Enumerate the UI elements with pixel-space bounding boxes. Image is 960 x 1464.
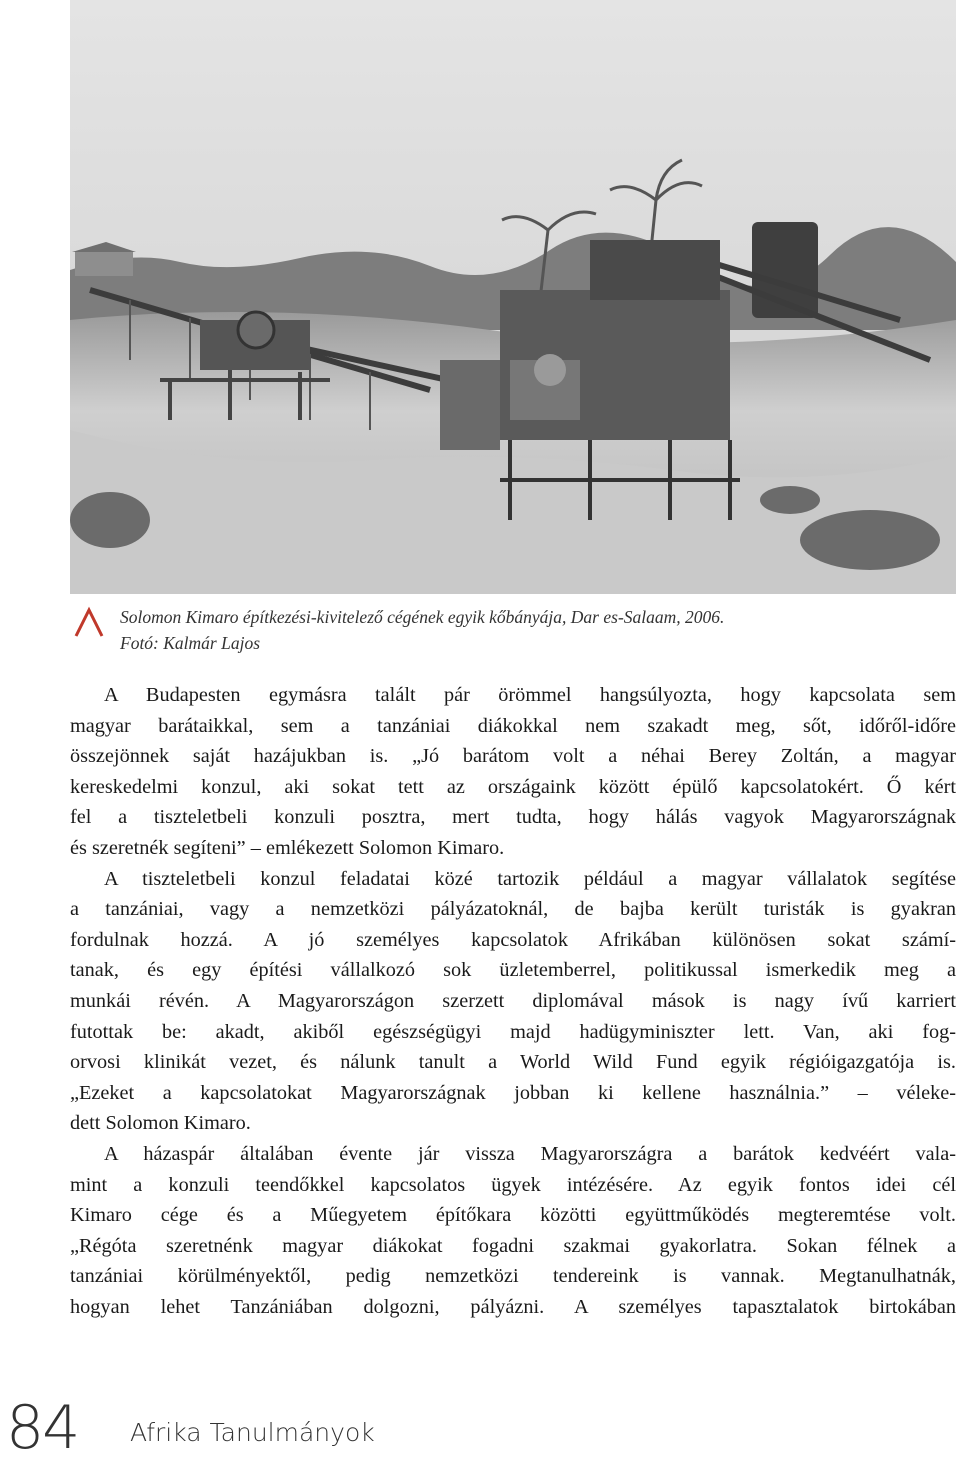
- text-line: tanzániai körülményektől, pedig nemzetközi tendereink is vannak. Megtanulhatnák,: [70, 1265, 956, 1288]
- page-footer: [0, 1392, 960, 1464]
- text-line: munkái révén. A Magyarországon szerzett diplomával mások is nagy ívű karriert: [70, 989, 956, 1012]
- text-line: a tanzániai, vagy a nemzetközi pályázatoknál, de bajba került turisták is gyakran: [70, 898, 956, 921]
- text-line: összejönnek saját hazájukban is. „Jó barátom volt a néhai Berey Zoltán, a magyar: [70, 745, 956, 768]
- text-line: mint a konzuli teendőkkel kapcsolatos ügyek intézésére. Az egyik fontos idei cél: [70, 1173, 956, 1196]
- text-line: „Régóta szeretnénk magyar diákokat fogadni szakmai gyakorlatra. Sokan félnek a: [70, 1234, 956, 1257]
- text-line: tanak, és egy építési vállalkozó sok üzletemberrel, politikussal ismerkedik meg a: [70, 959, 956, 982]
- paragraph-1: [70, 680, 956, 864]
- text-line: orvosi klinikát vezet, és nálunk tanult a World Wild Fund egyik régióigazgatója is.: [70, 1051, 956, 1074]
- paragraph-2: [70, 864, 956, 1139]
- text-line: dett Solomon Kimaro.: [70, 1112, 251, 1135]
- text-line: magyar barátaikkal, sem a tanzániai diákokkal nem szakadt meg, sőt, időről-időre: [70, 714, 956, 737]
- text-line: Kimaro cége és a Műegyetem építőkara közötti együttműködés megteremtése volt.: [70, 1204, 956, 1227]
- paragraph-3: [70, 1139, 956, 1323]
- text-line: kereskedelmi konzul, aki sokat tett az országaink között épülő kapcsolatokért. Ő kért: [70, 775, 956, 798]
- text-line: A házaspár általában évente jár vissza Magyarországra a barátok kedvéért vala-: [104, 1142, 956, 1165]
- text-line: fel a tiszteletbeli konzuli posztra, mert tudta, hogy hálás vagyok Magyarországnak: [70, 806, 956, 829]
- text-line: „Ezeket a kapcsolatokat Magyarországnak jobban ki kellene használnia.” – véleke-: [70, 1081, 956, 1104]
- text-line: és szeretnék segíteni” – emlékezett Solomon Kimaro.: [70, 836, 505, 859]
- journal-title: Afrika Tanulmányok: [130, 1418, 375, 1447]
- text-line: A Budapesten egymásra talált pár örömmel hangsúlyozta, hogy kapcsolata sem: [104, 684, 956, 706]
- article-body: [70, 680, 956, 1322]
- quarry-photo-illustration: [70, 0, 956, 594]
- text-line: A tiszteletbeli konzul feladatai közé tartozik például a magyar vállalatok segítése: [104, 867, 956, 890]
- text-line: fordulnak hozzá. A jó személyes kapcsolatok Afrikában különösen sokat számí-: [70, 928, 956, 951]
- caption-pointer-icon: [72, 604, 106, 638]
- text-line: futottak be: akadt, akiből egészségügyi majd hadügyminiszter lett. Van, aki fog-: [70, 1020, 956, 1043]
- caption-line-1: Solomon Kimaro építkezési-kivitelező cégének egyik kőbányája, Dar es-Salaam, 2006.: [120, 607, 725, 627]
- quarry-photo: [70, 0, 956, 594]
- text-line: hogyan lehet Tanzániában dolgozni, pályázni. A személyes tapasztalatok birtokában: [70, 1295, 956, 1318]
- page-number: 84: [6, 1393, 79, 1463]
- caption-line-2: Fotó: Kalmár Lajos: [120, 633, 261, 653]
- photo-caption: [120, 604, 940, 656]
